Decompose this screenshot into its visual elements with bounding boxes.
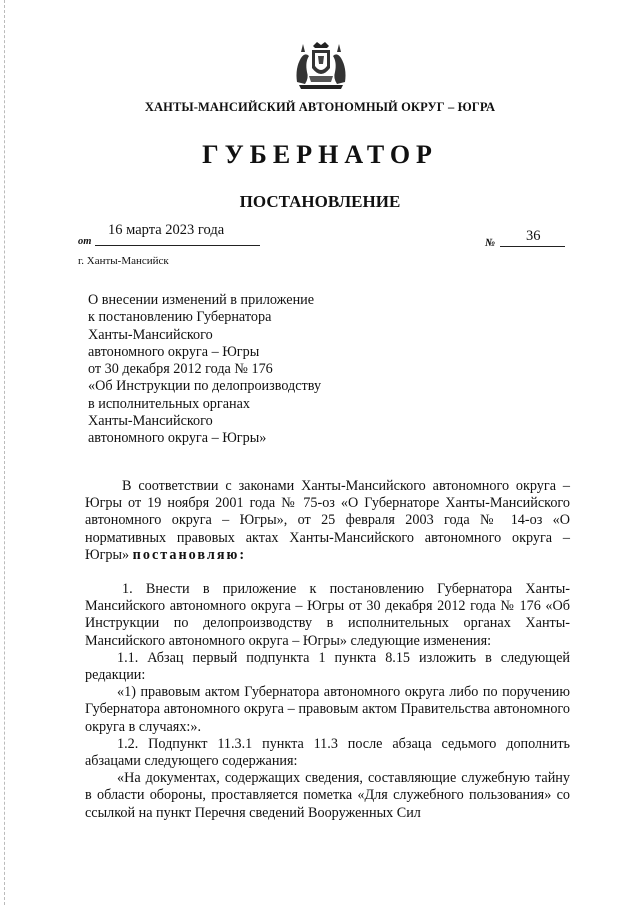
document-number: 36 xyxy=(526,228,541,244)
item-1-paragraph: 1. Внести в приложение к постановлению Губернатора Ханты-Мансийского автономного округа – Югры от 30 декабря 2012 года № 176 «Об Инструкции по делопроизводству в исполнительных органах Ханты-Мансийского автономного округа – Югры» следующие изменения: xyxy=(85,581,570,649)
number-prefix: № xyxy=(485,237,496,249)
preamble-text: В соответствии с законами Ханты-Мансийского автономного округа – Югры от 19 ноября 2001 года № 75-оз «О Губернаторе Ханты-Мансийского автономного округа – Югры», от 25 февраля 2003 года № 14-оз «О нормативных правовых актах Ханты-Мансийского автономного округа – Югры» xyxy=(85,478,570,563)
coat-of-arms-emblem xyxy=(291,38,351,92)
subject-line: Ханты-Мансийского xyxy=(88,413,213,430)
subject-line: в исполнительных органах xyxy=(88,395,250,412)
date-underline xyxy=(95,245,260,246)
scan-edge xyxy=(4,0,6,905)
document-type: ПОСТАНОВЛЕНИЕ xyxy=(239,192,401,211)
item-1-1-quote: «1) правовым актом Губернатора автономного округа либо по поручению Губернатора автономного округа – правовым актом Правительства автономного округа в случаях:». xyxy=(85,684,570,735)
subject-block xyxy=(88,292,321,448)
subject-line: «Об Инструкции по делопроизводству xyxy=(88,378,322,395)
date-prefix: от xyxy=(78,236,92,247)
item-1-2-paragraph: 1.2. Подпункт 11.3.1 пункта 11.3 после абзаца седьмого дополнить абзацами следующего содержания: xyxy=(85,735,570,770)
authority-title: ГУБЕРНАТОР xyxy=(202,140,438,169)
preamble-paragraph xyxy=(85,478,570,564)
number-underline xyxy=(500,246,565,247)
item-1-2-quote: «На документах, содержащих сведения, составляющие служебную тайну в области обороны, проставляется пометка «Для служебного пользования» со ссылкой на пункт Перечня сведений Вооруженных Сил xyxy=(85,770,570,821)
subject-line: от 30 декабря 2012 года № 176 xyxy=(88,361,273,378)
subject-line: автономного округа – Югры» xyxy=(88,430,267,447)
item-1-1-paragraph: 1.1. Абзац первый подпункта 1 пункта 8.15 изложить в следующей редакции: xyxy=(85,649,570,684)
document-date: 16 марта 2023 года xyxy=(108,222,225,238)
region-name: ХАНТЫ-МАНСИЙСКИЙ АВТОНОМНЫЙ ОКРУГ – ЮГРА xyxy=(144,100,496,114)
subject-line: автономного округа – Югры xyxy=(88,343,260,360)
subject-line: Ханты-Мансийского xyxy=(88,326,213,343)
subject-line: О внесении изменений в приложение xyxy=(88,292,315,308)
city: г. Ханты-Мансийск xyxy=(78,255,169,267)
document-body xyxy=(85,478,570,822)
decree-word: постановляю: xyxy=(132,546,247,563)
subject-line: к постановлению Губернатора xyxy=(88,309,272,326)
